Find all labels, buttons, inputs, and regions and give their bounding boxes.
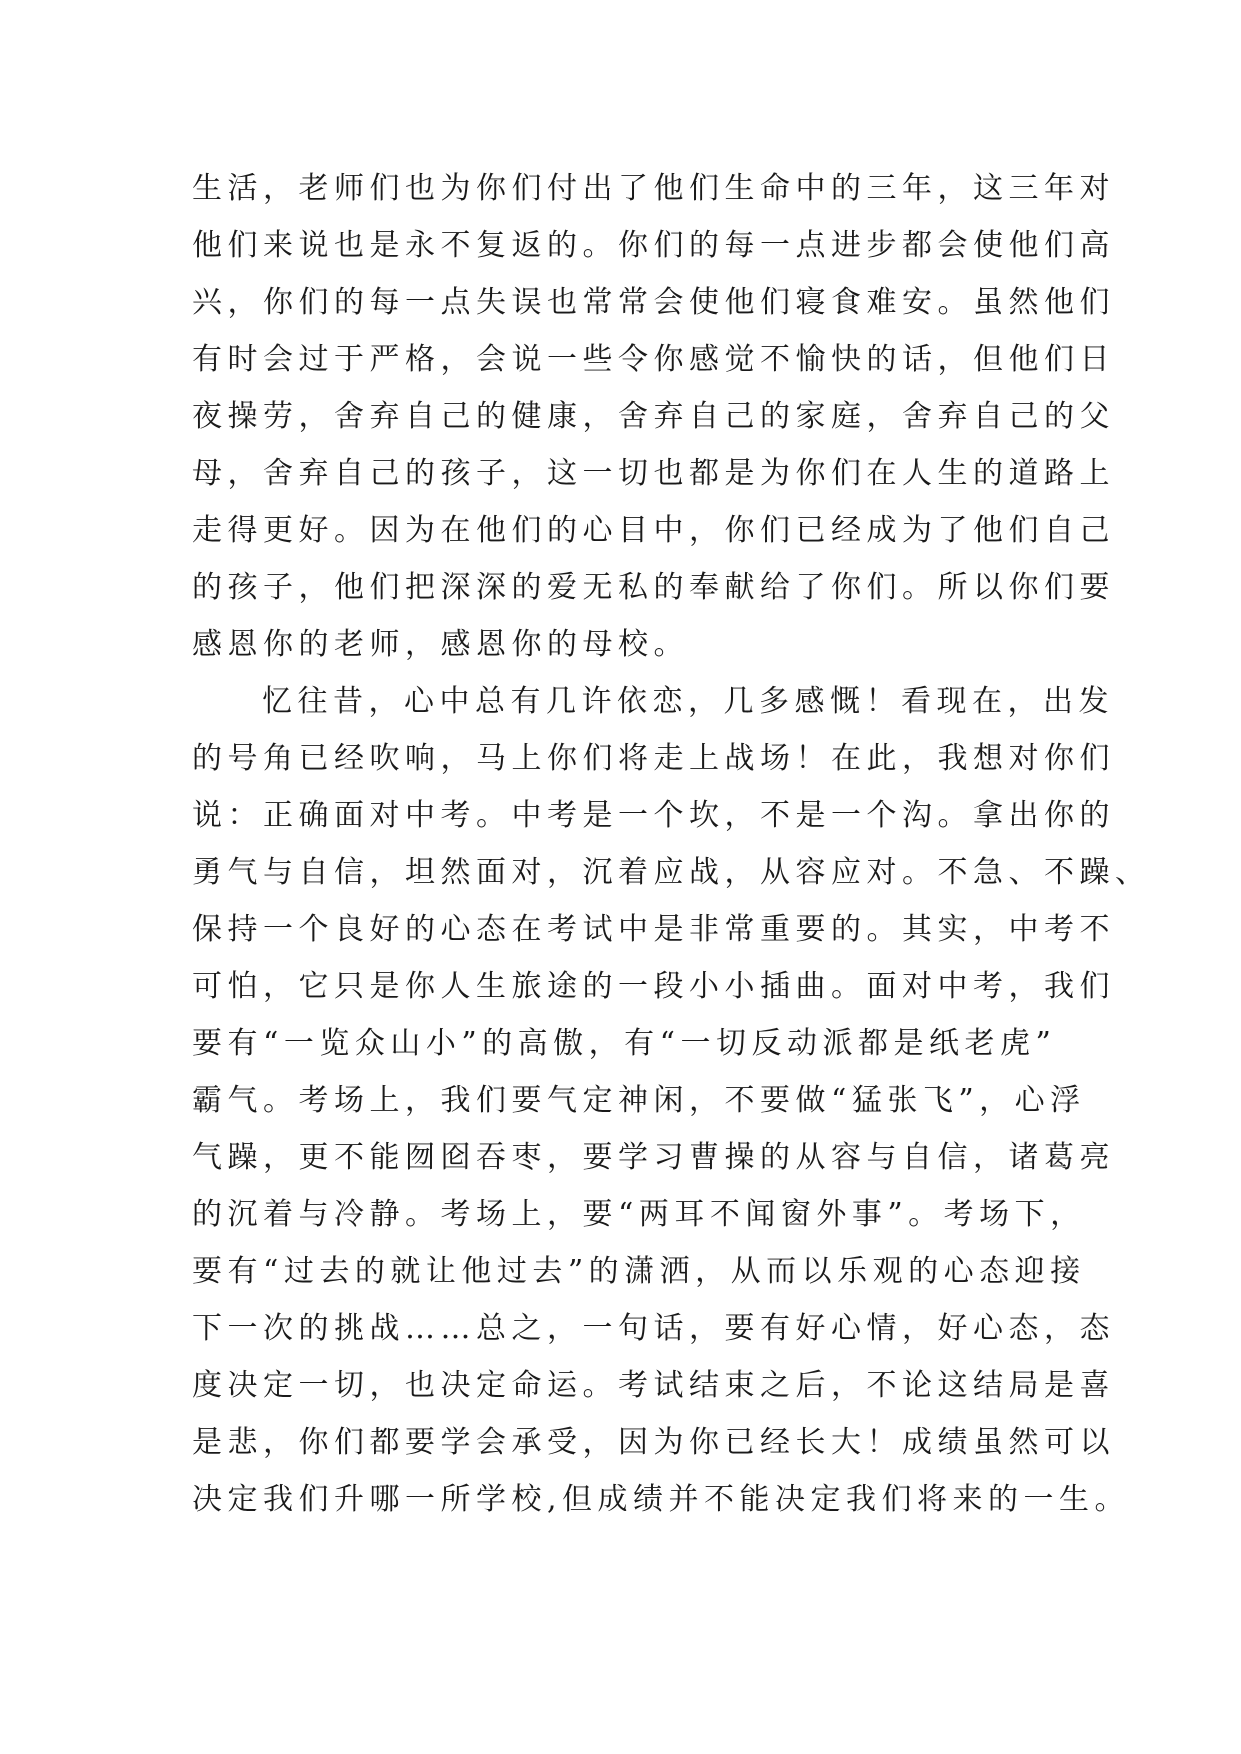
- text-line: 走得更好。因为在他们的心目中，你们已经成为了他们自己: [192, 513, 1115, 548]
- text-line: 的孩子，他们把深深的爱无私的奉献给了你们。所以你们要: [192, 570, 1115, 605]
- text-line: 生活，老师们也为你们付出了他们生命中的三年，这三年对: [192, 171, 1115, 206]
- text-line: 他们来说也是永不复返的。你们的每一点进步都会使他们高: [192, 228, 1115, 263]
- body-text: [192, 160, 1151, 1528]
- text-line: 说：正确面对中考。中考是一个坎，不是一个沟。拿出你的: [192, 798, 1115, 833]
- text-line: 感恩你的老师，感恩你的母校。: [192, 627, 689, 662]
- text-line: 有时会过于严格，会说一些令你感觉不愉快的话，但他们日: [192, 342, 1115, 377]
- text-line: 要有“一览众山小”的高傲，有“一切反动派都是纸老虎”: [192, 1026, 1057, 1061]
- text-line: 可怕，它只是你人生旅途的一段小小插曲。面对中考，我们: [192, 969, 1115, 1004]
- text-line: 是悲，你们都要学会承受，因为你已经长大！成绩虽然可以: [192, 1425, 1115, 1460]
- text-line: 霸气。考场上，我们要气定神闲，不要做“猛张飞”，心浮: [192, 1083, 1086, 1118]
- text-line: 忆往昔，心中总有几许依恋，几多感慨！看现在，出发: [262, 684, 1114, 719]
- text-line: 母，舍弃自己的孩子，这一切也都是为你们在人生的道路上: [192, 456, 1115, 491]
- text-line: 气躁，更不能囫囵吞枣，要学习曹操的从容与自信，诸葛亮: [192, 1140, 1115, 1175]
- text-line: 决定我们升哪一所学校,但成绩并不能决定我们将来的一生。: [192, 1482, 1131, 1517]
- text-line: 兴，你们的每一点失误也常常会使他们寝食难安。虽然他们: [192, 285, 1115, 320]
- text-line: 度决定一切，也决定命运。考试结束之后，不论这结局是喜: [192, 1368, 1115, 1403]
- text-line: 要有“过去的就让他过去”的潇洒，从而以乐观的心态迎接: [192, 1254, 1086, 1289]
- text-line: 勇气与自信，坦然面对，沉着应战，从容应对。不急、不躁、: [192, 855, 1151, 890]
- text-line: 的号角已经吹响，马上你们将走上战场！在此，我想对你们: [192, 741, 1115, 776]
- text-line: 夜操劳，舍弃自己的健康，舍弃自己的家庭，舍弃自己的父: [192, 399, 1115, 434]
- text-line: 保持一个良好的心态在考试中是非常重要的。其实，中考不: [192, 912, 1115, 947]
- paragraph-2: [192, 673, 1151, 1528]
- text-line: 下一次的挑战……总之，一句话，要有好心情，好心态，态: [192, 1311, 1115, 1346]
- paragraph-1: [192, 160, 1115, 673]
- text-line: 的沉着与冷静。考场上，要“两耳不闻窗外事”。考场下，: [192, 1197, 1086, 1232]
